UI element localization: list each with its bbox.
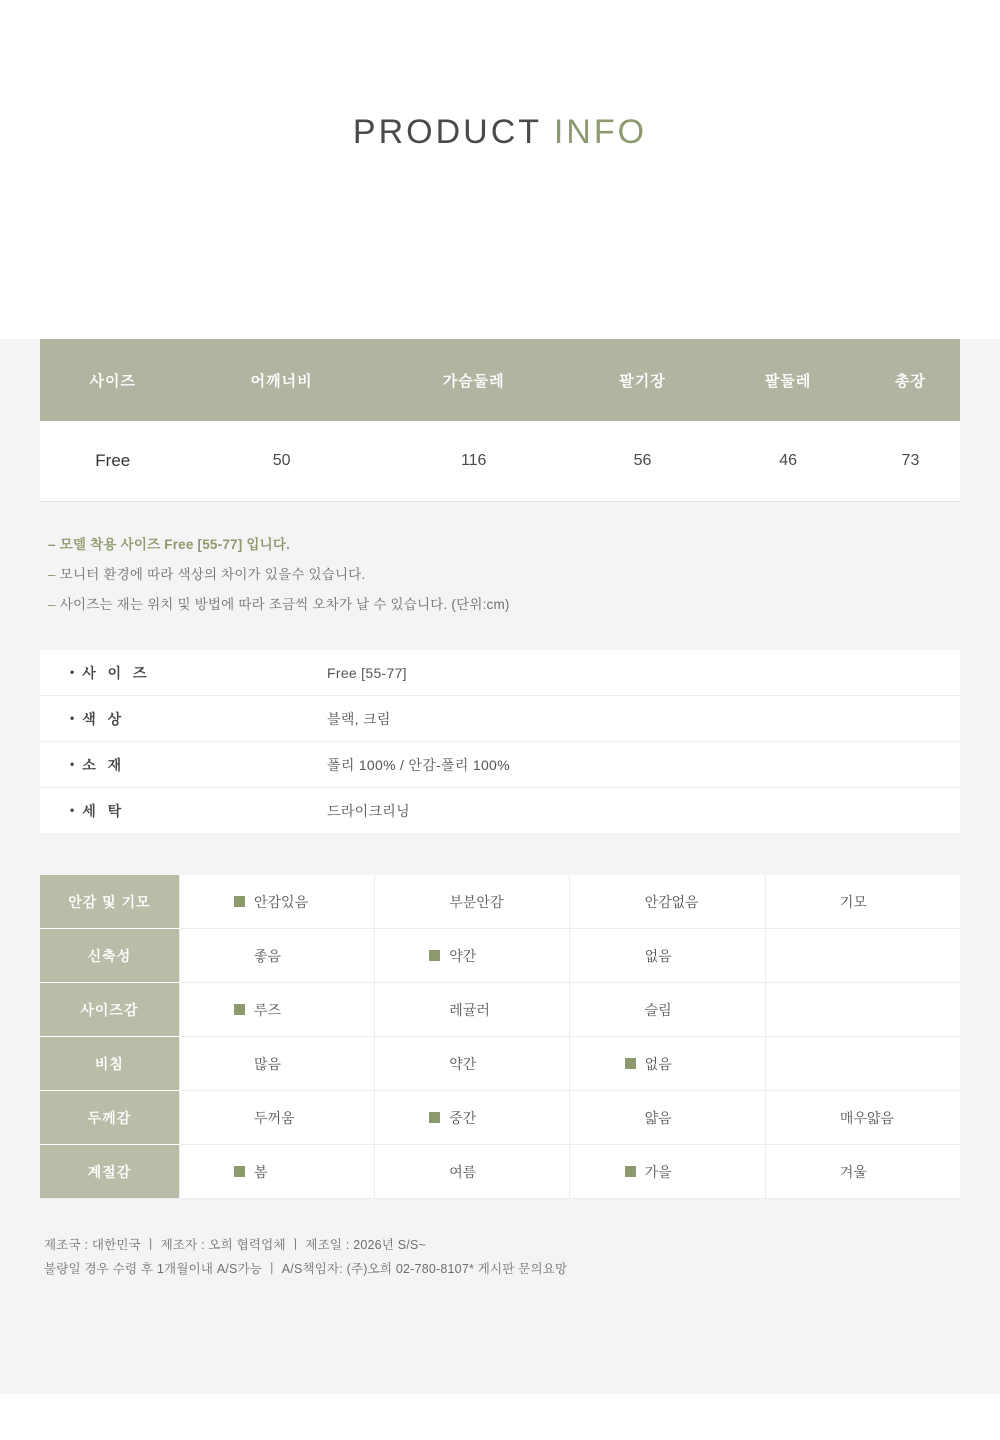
- dash-icon: –: [48, 567, 56, 582]
- attribute-option[interactable]: [375, 929, 570, 983]
- checkbox-empty-icon: [820, 896, 831, 907]
- spec-label-material: [40, 742, 326, 788]
- attribute-option-label: 없음: [644, 947, 672, 964]
- attribute-option-wrap: [234, 946, 320, 966]
- spec-value-size: Free [55-77]: [327, 664, 407, 681]
- attribute-option-wrap: [234, 1162, 320, 1182]
- attribute-option[interactable]: [570, 929, 765, 983]
- attribute-option-wrap: [820, 892, 906, 912]
- attribute-option[interactable]: [570, 1091, 765, 1145]
- attribute-option[interactable]: [375, 1145, 570, 1199]
- attribute-option: [765, 929, 960, 983]
- size-table-col-3: 팔기장: [570, 339, 716, 421]
- attribute-option-wrap: [820, 1058, 906, 1069]
- size-table-col-4: 팔둘레: [715, 339, 861, 421]
- checkbox-empty-icon: [429, 1004, 440, 1015]
- attribute-option-label: 레귤러: [449, 1001, 490, 1018]
- attribute-option-wrap: [429, 1108, 515, 1128]
- manufacturer-info: [44, 1233, 960, 1281]
- attribute-row-label: 안감 및 기모: [40, 875, 179, 929]
- checkbox-checked-icon: [429, 1112, 440, 1123]
- checkbox-checked-icon: [234, 896, 245, 907]
- list-item: [48, 590, 960, 620]
- checkbox-empty-icon: [625, 896, 636, 907]
- checkbox-empty-icon: [820, 1166, 831, 1177]
- manufacturer-line-1: 제조국 : 대한민국 ㅣ 제조자 : 오희 협력업체 ㅣ 제조일 : 2026년 S/S~: [44, 1238, 426, 1252]
- attribute-option-wrap: [625, 946, 711, 966]
- attribute-option[interactable]: [765, 1091, 960, 1145]
- checkbox-empty-icon: [234, 1058, 245, 1069]
- table-row: [40, 875, 960, 929]
- attribute-option[interactable]: [570, 983, 765, 1037]
- attribute-option[interactable]: [570, 875, 765, 929]
- checkbox-empty-icon: [820, 1004, 831, 1015]
- attribute-option: [765, 983, 960, 1037]
- spec-value-wash: 드라이크리닝: [327, 802, 410, 819]
- attribute-option-wrap: [429, 1054, 515, 1074]
- checkbox-checked-icon: [625, 1058, 636, 1069]
- attribute-option-label: 루즈: [254, 1001, 282, 1018]
- attribute-option-label: 봄: [254, 1163, 268, 1180]
- bullet-icon: •: [70, 664, 75, 679]
- attribute-option[interactable]: [765, 1145, 960, 1199]
- spec-value-color: 블랙, 크림: [327, 710, 391, 727]
- size-table-col-5: 총장: [861, 339, 960, 421]
- size-measurement-table: [40, 339, 960, 502]
- attribute-option-label: 겨울: [839, 1163, 867, 1180]
- attribute-option[interactable]: [179, 983, 374, 1037]
- size-table-col-2: 가슴둘레: [378, 339, 570, 421]
- size-cell-chest: 116: [378, 421, 570, 502]
- table-row: [40, 742, 960, 788]
- attribute-option-wrap: [625, 1162, 711, 1182]
- attribute-option-label: 두꺼움: [254, 1109, 295, 1126]
- attribute-option-label: 중간: [449, 1109, 477, 1126]
- attribute-option-label: 좋음: [254, 947, 282, 964]
- specification-table: [40, 650, 960, 833]
- size-cell-name: Free: [40, 421, 186, 502]
- attribute-option-wrap: [820, 1004, 906, 1015]
- attribute-option-wrap: [625, 1054, 711, 1074]
- checkbox-checked-icon: [429, 950, 440, 961]
- attribute-option[interactable]: [570, 1037, 765, 1091]
- attribute-option-wrap: [429, 1000, 515, 1020]
- dash-icon: –: [48, 597, 56, 612]
- spec-label-color: [40, 696, 326, 742]
- attribute-option[interactable]: [375, 983, 570, 1037]
- table-row: [40, 788, 960, 834]
- table-row: [40, 696, 960, 742]
- attribute-option[interactable]: [179, 929, 374, 983]
- attribute-row-label: 사이즈감: [40, 983, 179, 1037]
- spec-label-wash: [40, 788, 326, 834]
- attribute-row-label: 신축성: [40, 929, 179, 983]
- attribute-option-wrap: [429, 1162, 515, 1182]
- note-text-2: 사이즈는 재는 위치 및 방법에 따라 조금씩 오차가 날 수 있습니다. (단위:cm): [59, 597, 510, 612]
- bullet-icon: •: [70, 756, 75, 771]
- size-cell-total-length: 73: [861, 421, 960, 502]
- list-item: [48, 530, 960, 560]
- attribute-option-wrap: [820, 1108, 906, 1128]
- checkbox-checked-icon: [234, 1004, 245, 1015]
- attribute-row-label: 계절감: [40, 1145, 179, 1199]
- attribute-option-wrap: [234, 1054, 320, 1074]
- checkbox-empty-icon: [625, 950, 636, 961]
- checkbox-checked-icon: [625, 1166, 636, 1177]
- attribute-option[interactable]: [570, 1145, 765, 1199]
- spec-label-text: 소 재: [82, 756, 126, 773]
- size-cell-shoulder: 50: [186, 421, 378, 502]
- size-table-col-0: 사이즈: [40, 339, 186, 421]
- attribute-option-label: 기모: [839, 893, 867, 910]
- checkbox-empty-icon: [234, 950, 245, 961]
- attribute-row-label: 두께감: [40, 1091, 179, 1145]
- attribute-option[interactable]: [375, 875, 570, 929]
- notes-list: [48, 530, 960, 620]
- checkbox-empty-icon: [820, 950, 831, 961]
- attribute-option[interactable]: [765, 875, 960, 929]
- size-cell-sleeve-length: 56: [570, 421, 716, 502]
- attribute-option-label: 슬림: [644, 1001, 672, 1018]
- size-cell-sleeve-width: 46: [715, 421, 861, 502]
- checkbox-empty-icon: [429, 896, 440, 907]
- attribute-option-label: 부분안감: [449, 893, 504, 910]
- page-title: [353, 113, 647, 152]
- table-row: [40, 650, 960, 696]
- size-table-header-row: [40, 339, 960, 421]
- table-row: [40, 1145, 960, 1199]
- attribute-option-wrap: [625, 1108, 711, 1128]
- attribute-option: [765, 1037, 960, 1091]
- bullet-icon: •: [70, 802, 75, 817]
- attribute-option[interactable]: [179, 875, 374, 929]
- manufacturer-line-2: 불량일 경우 수령 후 1개월이내 A/S가능 ㅣ A/S책임자: (주)오희 02-780-8107* 게시판 문의요망: [44, 1262, 568, 1276]
- note-text-0: 모델 착용 사이즈 Free [55-77] 입니다.: [59, 537, 291, 552]
- checkbox-checked-icon: [234, 1166, 245, 1177]
- list-item: [48, 560, 960, 590]
- checkbox-empty-icon: [625, 1004, 636, 1015]
- attribute-option-wrap: [820, 950, 906, 961]
- attribute-option-label: 약간: [449, 947, 477, 964]
- attribute-option-wrap: [429, 946, 515, 966]
- attribute-option-label: 얇음: [644, 1109, 672, 1126]
- attribute-option-wrap: [820, 1162, 906, 1182]
- attribute-option-label: 약간: [449, 1055, 477, 1072]
- attribute-option-wrap: [625, 1000, 711, 1020]
- table-row: [40, 1037, 960, 1091]
- attribute-option-label: 여름: [449, 1163, 477, 1180]
- spec-label-text: 색 상: [82, 710, 126, 727]
- spec-label-size: [40, 650, 326, 696]
- bullet-icon: •: [70, 710, 75, 725]
- page-title-accent: INFO: [553, 113, 648, 151]
- attribute-option-wrap: [429, 892, 515, 912]
- attribute-option[interactable]: [179, 1145, 374, 1199]
- table-row: [40, 421, 960, 502]
- attribute-option[interactable]: [375, 1091, 570, 1145]
- product-info-panel: [0, 339, 1000, 1394]
- page-title-main: PRODUCT: [352, 113, 554, 151]
- attribute-option-label: 가을: [644, 1163, 672, 1180]
- checkbox-empty-icon: [429, 1166, 440, 1177]
- checkbox-empty-icon: [820, 1058, 831, 1069]
- attribute-option-label: 많음: [254, 1055, 282, 1072]
- attribute-option-label: 매우얇음: [839, 1109, 894, 1126]
- spec-label-text: 세 탁: [82, 802, 126, 819]
- attribute-option-label: 안감있음: [254, 893, 309, 910]
- checkbox-empty-icon: [820, 1112, 831, 1123]
- note-text-1: 모니터 환경에 따라 색상의 차이가 있을수 있습니다.: [59, 567, 366, 582]
- attribute-matrix-table: [40, 875, 960, 1199]
- checkbox-empty-icon: [625, 1112, 636, 1123]
- attribute-option-wrap: [234, 1000, 320, 1020]
- attribute-row-label: 비침: [40, 1037, 179, 1091]
- size-table-col-1: 어깨너비: [186, 339, 378, 421]
- table-row: [40, 929, 960, 983]
- spec-value-material: 폴리 100% / 안감-폴리 100%: [327, 756, 510, 773]
- attribute-option[interactable]: [179, 1037, 374, 1091]
- attribute-option-wrap: [625, 892, 711, 912]
- attribute-option-wrap: [234, 1108, 320, 1128]
- attribute-option-label: 없음: [644, 1055, 672, 1072]
- table-row: [40, 1091, 960, 1145]
- table-row: [40, 983, 960, 1037]
- attribute-option-label: 안감없음: [644, 893, 699, 910]
- page-title-area: [0, 0, 1000, 265]
- attribute-option-wrap: [234, 892, 320, 912]
- spec-label-text: 사 이 즈: [82, 664, 151, 681]
- checkbox-empty-icon: [234, 1112, 245, 1123]
- attribute-option[interactable]: [179, 1091, 374, 1145]
- attribute-option[interactable]: [375, 1037, 570, 1091]
- dash-icon: –: [48, 537, 56, 552]
- checkbox-empty-icon: [429, 1058, 440, 1069]
